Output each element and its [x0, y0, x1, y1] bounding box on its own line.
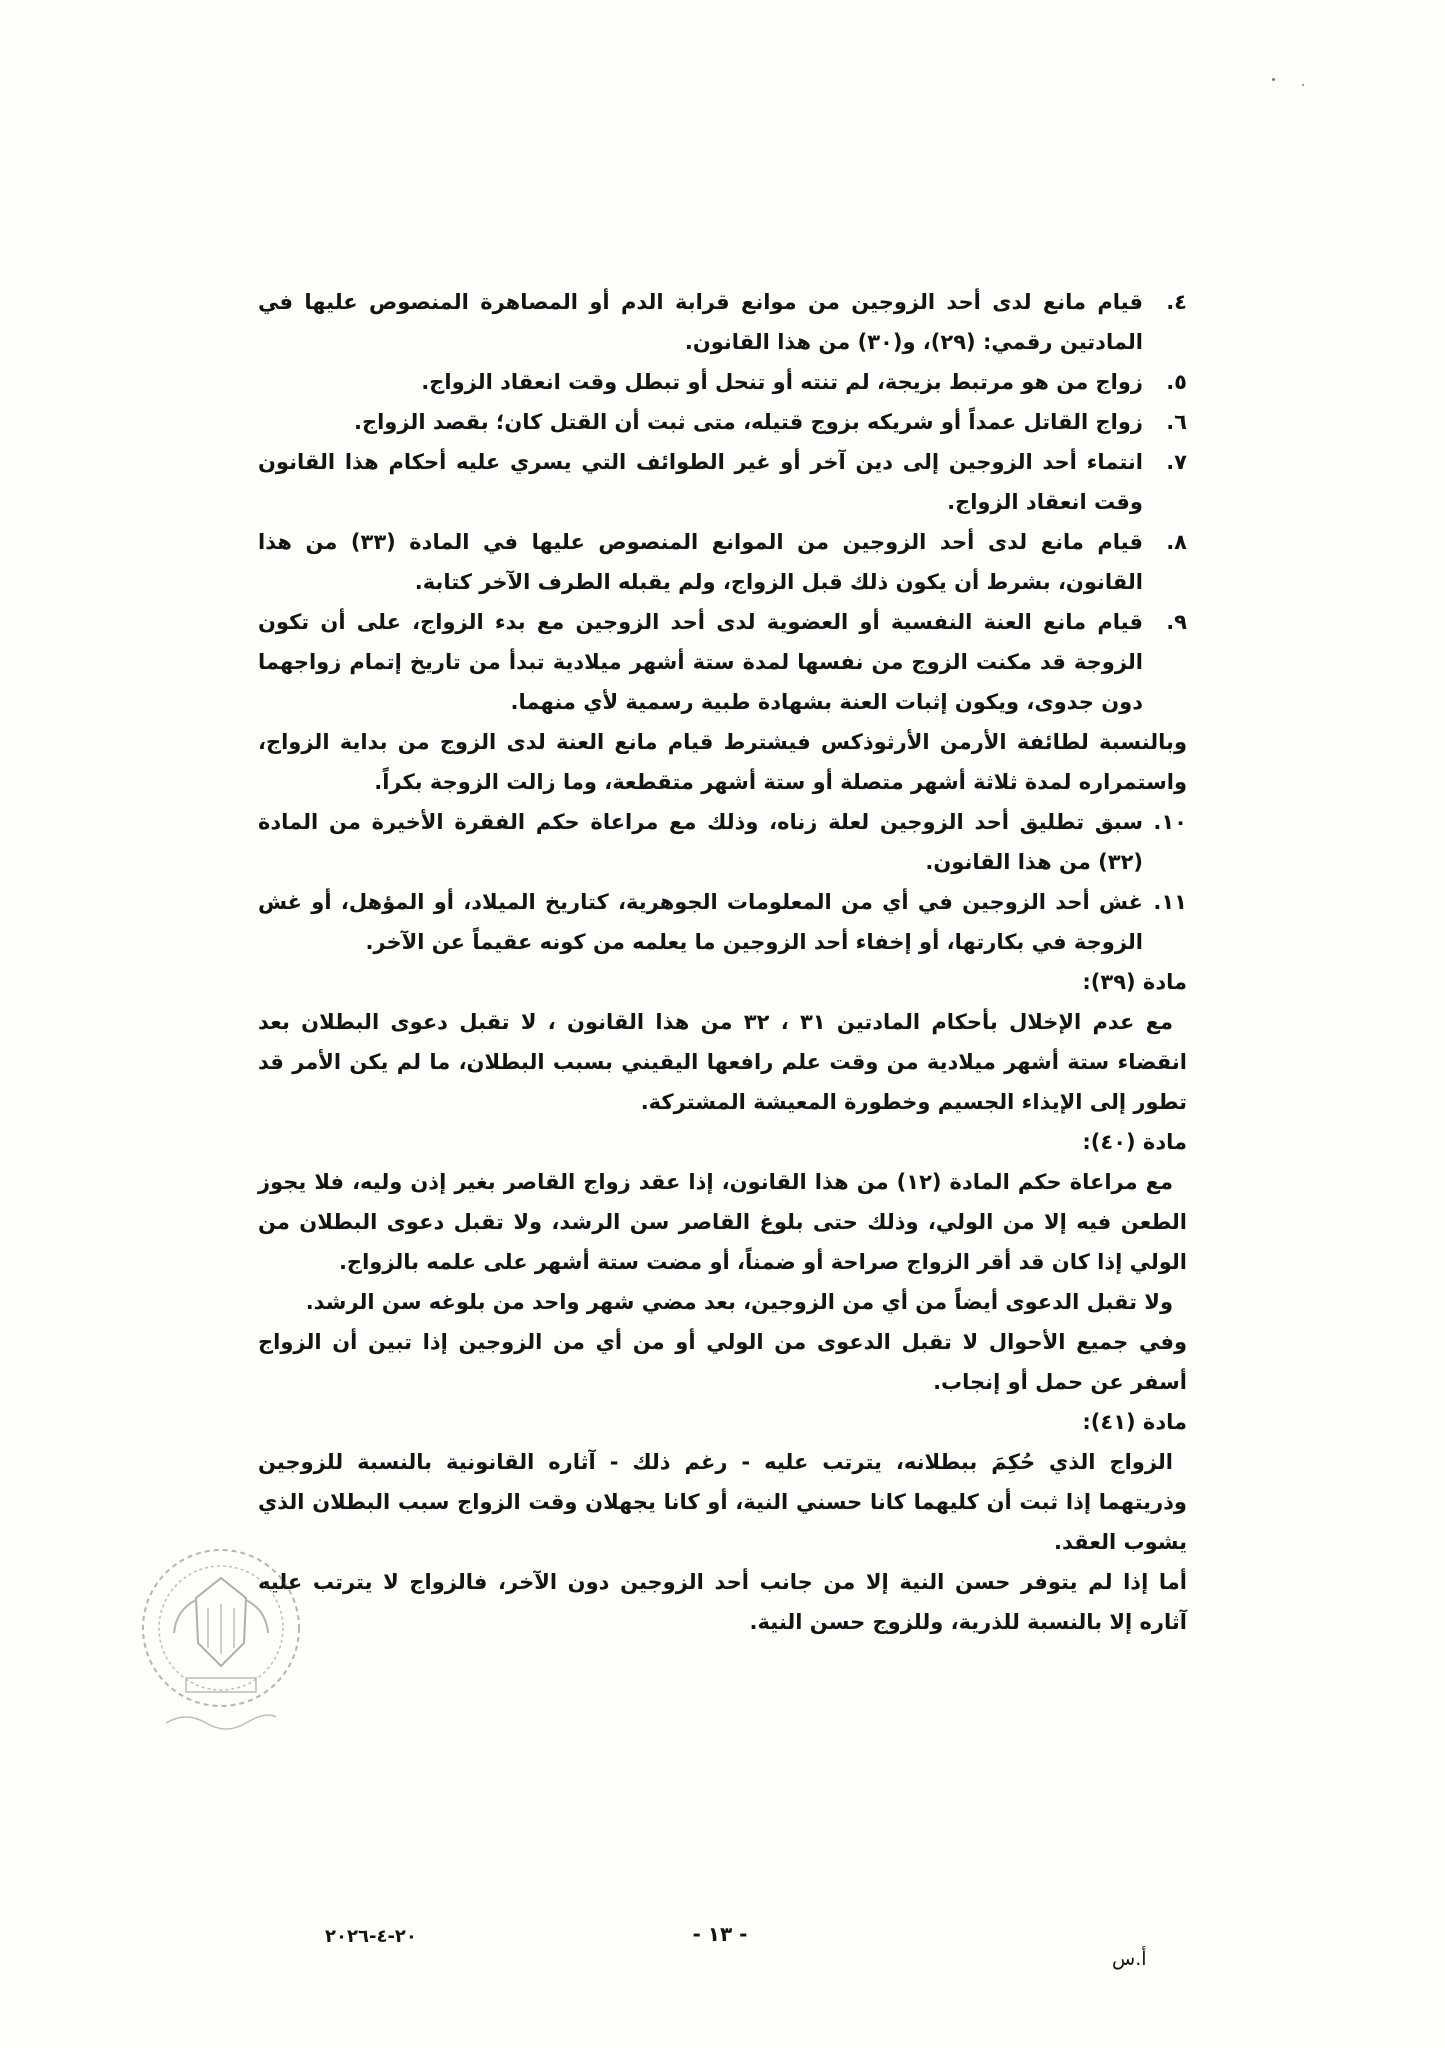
list-item	[258, 282, 1187, 362]
article-41-paragraph: أما إذا لم يتوفر حسن النية إلا من جانب أحد الزوجين دون الآخر، فالزواج لا يترتب عليه آثاره إلا بالنسبة للذرية، وللزوج حسن النية.	[258, 1570, 1187, 1634]
item-number: ٥.	[1166, 370, 1187, 394]
article-40-paragraph: وفي جميع الأحوال لا تقبل الدعوى من الولي أو من أي من الزوجين إذا تبين أن الزواج أسفر عن حمل أو إنجاب.	[258, 1330, 1187, 1394]
page-footer	[0, 1922, 1445, 1970]
armenian-orthodox-note: وبالنسبة لطائفة الأرمن الأرثوذكس فيشترط قيام مانع العنة لدى الزوج من بداية الزواج، واستمراره لمدة ثلاثة أشهر متصلة أو ستة أشهر متقطعة، وما زالت الزوجة بكراً.	[258, 730, 1187, 794]
footer-initials: أ.س	[1112, 1948, 1147, 1970]
article-41-heading: مادة (٤١):	[1082, 1410, 1187, 1434]
article-40-paragraph: مع مراعاة حكم المادة (١٢) من هذا القانون، إذا عقد زواج القاصر بغير إذن وليه، فلا يجوز الطعن فيه إلا من الولي، وذلك حتى بلوغ القاصر سن الرشد، ولا تقبل دعوى البطلان من الولي إذا كان قد أقر الزواج صراحة أو ضمناً، أو مضت ستة أشهر على علمه بالزواج.	[258, 1170, 1187, 1274]
item-number: ١٠.	[1153, 810, 1187, 834]
article-40-heading: مادة (٤٠):	[1082, 1130, 1187, 1154]
list-item	[258, 522, 1187, 602]
item-text: قيام مانع لدى أحد الزوجين من الموانع المنصوص عليها في المادة (٣٣) من هذا القانون، بشرط أن يكون ذلك قبل الزواج، ولم يقبله الطرف الآخر كتابة.	[258, 530, 1143, 594]
article-41-paragraph: الزواج الذي حُكِمَ ببطلانه، يترتب عليه - رغم ذلك - آثاره القانونية بالنسبة للزوجين وذريتهما إذا ثبت أن كليهما كانا حسني النية، أو كانا يجهلان وقت الزواج سبب البطلان الذي يشوب العقد.	[258, 1450, 1187, 1554]
item-number: ٩.	[1166, 610, 1187, 634]
item-text: سبق تطليق أحد الزوجين لعلة زناه، وذلك مع مراعاة حكم الفقرة الأخيرة من المادة (٣٢) من هذا القانون.	[258, 810, 1143, 874]
official-seal-emblem	[126, 1538, 316, 1738]
list-item	[258, 442, 1187, 522]
list-item	[258, 802, 1187, 882]
page-number: - ١٣ -	[692, 1922, 748, 1946]
article-40-paragraph: ولا تقبل الدعوى أيضاً من أي من الزوجين، بعد مضي شهر واحد من بلوغه سن الرشد.	[305, 1290, 1173, 1314]
item-number: ٨.	[1166, 530, 1187, 554]
item-text: غش أحد الزوجين في أي من المعلومات الجوهرية، كتاريخ الميلاد، أو المؤهل، أو غش الزوجة في بكارتها، أو إخفاء أحد الزوجين ما يعلمه من كونه عقيماً عن الآخر.	[258, 890, 1143, 954]
item-number: ٦.	[1166, 410, 1187, 434]
item-text: انتماء أحد الزوجين إلى دين آخر أو غير الطوائف التي يسري عليه أحكام هذا القانون وقت انعقاد الزواج.	[258, 450, 1143, 514]
item-text: زواج من هو مرتبط بزيجة، لم تنته أو تنحل أو تبطل وقت انعقاد الزواج.	[421, 370, 1143, 394]
item-number: ٤.	[1166, 290, 1187, 314]
document-body	[258, 282, 1187, 1642]
scan-speck	[1302, 84, 1304, 86]
item-list-top	[258, 282, 1187, 722]
item-text: قيام مانع لدى أحد الزوجين من موانع قرابة الدم أو المصاهرة المنصوص عليها في المادتين رقمي: (٢٩)، و(٣٠) من هذا القانون.	[258, 290, 1143, 354]
scan-speck	[1272, 78, 1275, 81]
list-item	[258, 882, 1187, 962]
item-text: قيام مانع العنة النفسية أو العضوية لدى أحد الزوجين مع بدء الزواج، على أن تكون الزوجة قد مكنت الزوج من نفسها لمدة ستة أشهر ميلادية تبدأ من تاريخ إتمام زواجهما دون جدوى، ويكون إثبات العنة بشهادة طبية رسمية لأي منهما.	[258, 610, 1143, 714]
list-item	[258, 602, 1187, 722]
item-text: زواج القاتل عمداً أو شريكه بزوج قتيله، متى ثبت أن القتل كان؛ بقصد الزواج.	[354, 410, 1143, 434]
list-item	[258, 402, 1187, 442]
article-39-heading: مادة (٣٩):	[1082, 970, 1187, 994]
item-number: ١١.	[1153, 890, 1187, 914]
list-item	[258, 362, 1187, 402]
item-list-bottom	[258, 802, 1187, 962]
footer-date: ٢٠-٤-٢٠٢٦	[325, 1926, 417, 1947]
article-39-body: مع عدم الإخلال بأحكام المادتين ٣١ ، ٣٢ من هذا القانون ، لا تقبل دعوى البطلان بعد انقضاء ستة أشهر ميلادية من وقت علم رافعها اليقيني بسبب البطلان، ما لم يكن الأمر قد تطور إلى الإيذاء الجسيم وخطورة المعيشة المشتركة.	[258, 1010, 1187, 1114]
item-number: ٧.	[1166, 450, 1187, 474]
